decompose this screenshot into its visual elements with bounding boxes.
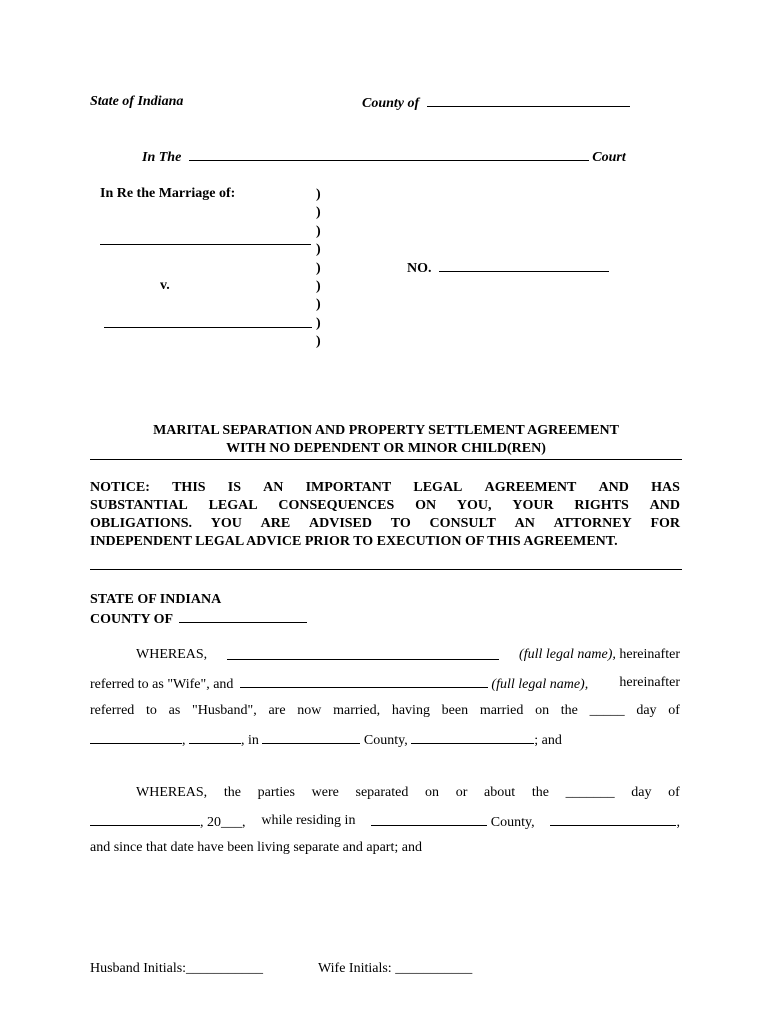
husband-name-blank[interactable] <box>240 675 488 688</box>
notice-word: AGREEMENT <box>484 480 577 495</box>
state-label: State of Indiana <box>90 94 184 109</box>
whereas1-line2 <box>90 675 680 693</box>
notice-line3 <box>90 516 680 532</box>
document-title-line2: WITH NO DEPENDENT OR MINOR CHILD(REN) <box>226 441 546 456</box>
text-word: parties <box>257 785 295 800</box>
paren: ) <box>316 205 321 221</box>
hereinafter: hereinafter <box>619 675 680 690</box>
text-word: been <box>441 703 469 718</box>
text-word: of <box>668 703 680 718</box>
notice-word: THIS <box>172 480 206 495</box>
notice-line1 <box>90 480 680 496</box>
notice-word: YOU, <box>456 498 492 513</box>
notice-word: AND <box>649 498 680 513</box>
notice-word: SUBSTANTIAL <box>90 498 188 513</box>
text-word: referred <box>90 703 135 718</box>
notice-line2 <box>90 498 680 514</box>
text-word: the <box>560 703 578 718</box>
court-blank[interactable] <box>189 148 589 161</box>
full-name-note: (full legal name), <box>519 647 616 662</box>
notice-word: AND <box>598 480 629 495</box>
paren: ) <box>316 242 321 258</box>
paren: ) <box>316 187 321 202</box>
party2-blank-wrap <box>104 315 312 333</box>
whereas2-line2 <box>90 813 680 831</box>
year-text: , 20___, <box>200 815 246 830</box>
notice-word: ADVISED <box>308 516 372 531</box>
paren: ) <box>316 279 321 295</box>
county-label: County of <box>362 96 420 111</box>
in-re-label: In Re the Marriage of: <box>100 186 236 201</box>
notice-word: ATTORNEY <box>553 516 632 531</box>
county-blank[interactable] <box>427 94 630 107</box>
notice-word: ON <box>415 498 437 513</box>
text-word: married <box>479 703 524 718</box>
text-word: having <box>391 703 430 718</box>
comma: , <box>676 815 680 830</box>
text-word: on <box>425 785 440 800</box>
separation-month-blank[interactable] <box>90 813 200 826</box>
party1-blank-wrap <box>100 232 311 250</box>
whereas2-line3: and since that date have been living separate and apart; and <box>90 840 422 855</box>
residence-state-blank[interactable] <box>550 813 676 826</box>
notice-word: IS <box>227 480 241 495</box>
text-word: now <box>297 703 322 718</box>
text-word: about <box>484 785 516 800</box>
text-word: day <box>631 785 652 800</box>
notice-word: LEGAL <box>208 498 258 513</box>
caption-parens <box>316 186 321 352</box>
comma: , <box>182 733 186 748</box>
paren: ) <box>316 315 321 331</box>
notice-word: OBLIGATIONS. <box>90 516 193 531</box>
whereas1-line1 <box>90 647 680 663</box>
case-number-label: NO. <box>407 261 432 276</box>
whereas1-label: WHEREAS, <box>136 647 208 662</box>
paren: ) <box>316 260 321 276</box>
case-number-line <box>407 259 609 277</box>
text-word: the <box>531 785 549 800</box>
case-number-blank[interactable] <box>439 259 609 272</box>
court-label: Court <box>592 150 626 165</box>
notice-word: AN <box>263 480 284 495</box>
notice-line4: INDEPENDENT LEGAL ADVICE PRIOR TO EXECUTION OF THIS AGREEMENT. <box>90 534 618 549</box>
notice-word: FOR <box>650 516 680 531</box>
notice-word: RIGHTS <box>574 498 629 513</box>
county-word: County, <box>490 815 535 830</box>
text-word: were <box>311 785 339 800</box>
residing-text: while residing in <box>261 813 356 828</box>
notice-word: YOUR <box>512 498 554 513</box>
paren: ) <box>316 297 321 313</box>
paren: ) <box>316 334 321 350</box>
and-word: ; and <box>534 733 562 748</box>
notice-word: HAS <box>651 480 680 495</box>
full-name-note: (full legal name), <box>491 677 589 692</box>
notice-word: CONSEQUENCES <box>278 498 395 513</box>
document-title-line1: MARITAL SEPARATION AND PROPERTY SETTLEMENT AGREEMENT <box>153 423 619 438</box>
separation-day-blank[interactable]: _______ <box>565 785 615 800</box>
whereas2-line1 <box>90 785 680 801</box>
marriage-year-blank[interactable] <box>189 731 241 744</box>
whereas1-line3 <box>90 703 680 719</box>
husband-initials[interactable]: Husband Initials:___________ <box>90 961 264 976</box>
notice-word: TO <box>390 516 411 531</box>
whereas2-label: WHEREAS, <box>136 785 208 800</box>
county-word: County, <box>363 733 408 748</box>
residence-county-blank[interactable] <box>371 813 487 826</box>
text-word: on <box>535 703 550 718</box>
text-word: day <box>636 703 657 718</box>
party1-blank[interactable] <box>100 232 311 245</box>
notice-word: ARE <box>260 516 291 531</box>
paren: ) <box>316 223 321 239</box>
text-word: married, <box>333 703 381 718</box>
venue-county-line <box>90 610 307 628</box>
marriage-state-blank[interactable] <box>411 731 534 744</box>
wife-initials[interactable]: Wife Initials: ___________ <box>318 961 473 976</box>
marriage-county-blank[interactable] <box>262 731 360 744</box>
marriage-day-blank[interactable]: _____ <box>589 703 625 718</box>
title-divider <box>90 459 682 460</box>
in-the-label: In The <box>142 150 182 165</box>
whereas1-line4 <box>90 731 562 749</box>
county-line <box>362 94 630 112</box>
venue-county-blank[interactable] <box>179 610 307 623</box>
text-word: or <box>455 785 468 800</box>
notice-word: IMPORTANT <box>305 480 392 495</box>
notice-word: NOTICE: <box>90 480 150 495</box>
text-word: the <box>223 785 241 800</box>
party2-blank[interactable] <box>104 315 312 328</box>
text-word: to <box>146 703 157 718</box>
text-word: separated <box>355 785 409 800</box>
text-word: of <box>668 785 680 800</box>
text-word: "Husband", <box>192 703 257 718</box>
notice-word: AN <box>514 516 535 531</box>
wife-name-blank[interactable] <box>227 647 499 660</box>
hereinafter: hereinafter <box>619 647 680 662</box>
notice-word: LEGAL <box>413 480 463 495</box>
notice-word: CONSULT <box>429 516 496 531</box>
court-line <box>142 148 626 166</box>
venue-county-label: COUNTY OF <box>90 612 173 627</box>
versus-label: v. <box>160 278 170 293</box>
referred-wife: referred to as "Wife", and <box>90 677 234 692</box>
notice-word: YOU <box>210 516 242 531</box>
venue-state: STATE OF INDIANA <box>90 592 222 607</box>
text-word: as <box>168 703 181 718</box>
in-word: , in <box>241 733 259 748</box>
marriage-month-blank[interactable] <box>90 731 182 744</box>
notice-divider <box>90 569 682 570</box>
text-word: are <box>268 703 286 718</box>
